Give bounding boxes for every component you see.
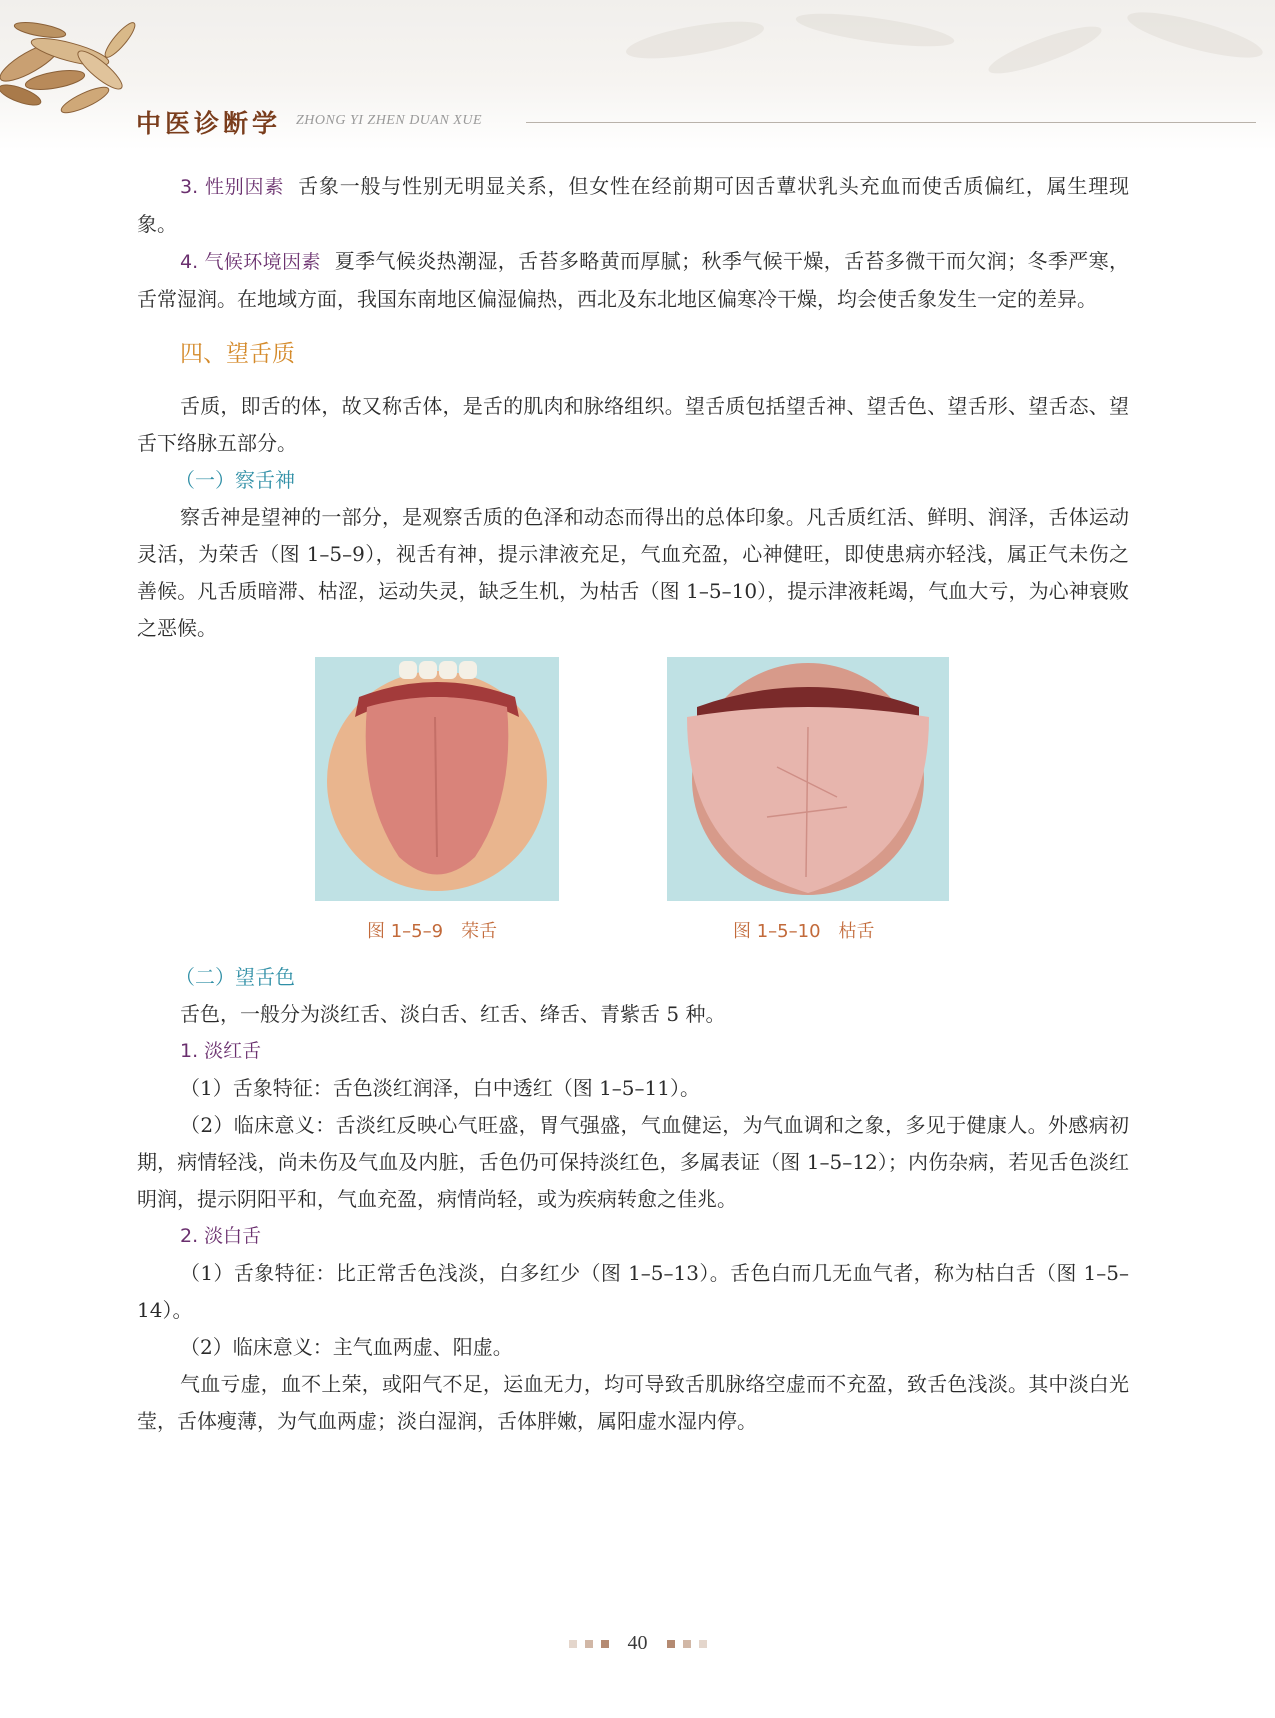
paragraph-gender [137,168,1129,243]
paragraph-tongue-spirit: 察舌神是望神的一部分，是观察舌质的色泽和动态而得出的总体印象。凡舌质红活、鲜明、润泽，舌体运动灵活，为荣舌（图 1–5–9），视舌有神，提示津液充足，气血充盈，心神健旺，即使患病亦轻浅，属正气未伤之善候。凡舌质暗滞、枯涩，运动失灵，缺乏生机，为枯舌（图 1–5–10），提示津液耗竭，气血大亏，为心神衰败之恶候。 [137,505,1129,640]
header-rule [526,122,1256,123]
footer-dot [667,1640,675,1648]
figure-caption-withered-tongue: 图 1–5–10 枯舌 [733,921,875,942]
footer-dot [569,1640,577,1648]
paragraph-tongue-quality: 舌质，即舌的体，故又称舌体，是舌的肌肉和脉络组织。望舌质包括望舌神、望舌色、望舌形、望舌态、望舌下络脉五部分。 [137,394,1129,455]
paragraph-tongue-color: 舌色，一般分为淡红舌、淡白舌、红舌、绛舌、青紫舌 5 种。 [180,1002,726,1026]
figure-caption-healthy-tongue: 图 1–5–9 荣舌 [367,921,498,942]
figure-healthy-tongue-image [315,657,559,901]
footer-dot [699,1640,707,1648]
paragraph-pale-explanation: 气血亏虚，血不上荣，或阳气不足，运血无力，均可导致舌肌脉络空虚而不充盈，致舌色浅淡。其中淡白光莹，舌体瘦薄，为气血两虚；淡白湿润，舌体胖嫩，属阳虚水湿内停。 [137,1372,1129,1433]
page-footer [0,1632,1275,1655]
paragraph-pink-features: （1）舌象特征：舌色淡红润泽，白中透红（图 1–5–11）。 [180,1076,700,1100]
subheading-tongue-spirit: （一）察舌神 [175,468,295,492]
footer-dot [683,1640,691,1648]
paragraph-climate [137,243,1129,318]
inline-heading-gender: 3. 性别因素 [180,176,285,198]
page-content [137,168,1129,1440]
herb-watermark-decoration [575,0,1275,120]
book-subtitle: ZHONG YI ZHEN DUAN XUE [296,113,483,128]
heading-pale-tongue: 2. 淡白舌 [180,1225,262,1247]
paragraph-pale-significance: （2）临床意义：主气血两虚、阳虚。 [180,1335,513,1359]
paragraph-climate-text: 夏季气候炎热潮湿，舌苔多略黄而厚腻；秋季气候干燥，舌苔多微干而欠润；冬季严寒，舌常湿润。在地域方面，我国东南地区偏湿偏热，西北及东北地区偏寒冷干燥，均会使舌象发生一定的差异。 [137,249,1130,311]
page-number: 40 [627,1632,648,1654]
subheading-tongue-color: （二）望舌色 [175,965,295,989]
footer-dot [585,1640,593,1648]
heading-pink-tongue: 1. 淡红舌 [180,1040,262,1062]
footer-dot [601,1640,609,1648]
herb-slices-decoration [0,0,150,130]
paragraph-gender-text: 舌象一般与性别无明显关系，但女性在经前期可因舌蕈状乳头充血而使舌质偏红，属生理现象。 [137,174,1130,236]
paragraph-pale-features: （1）舌象特征：比正常舌色浅淡，白多红少（图 1–5–13）。舌色白而几无血气者，称为枯白舌（图 1–5–14）。 [137,1261,1129,1322]
section-heading-tongue-quality: 四、望舌质 [180,341,295,367]
page-header [0,0,1275,150]
figure-withered-tongue-image [667,657,949,901]
book-title: 中医诊断学 [136,109,282,138]
figure-row [137,657,1129,959]
paragraph-pink-significance: （2）临床意义：舌淡红反映心气旺盛，胃气强盛，气血健运，为气血调和之象，多见于健康人。外感病初期，病情轻浅，尚未伤及气血及内脏，舌色仍可保持淡红色，多属表证（图 1–5–12）；内伤杂病，若见舌色淡红明润，提示阴阳平和，气血充盈，病情尚轻，或为疾病转愈之佳兆。 [137,1113,1129,1211]
inline-heading-climate: 4. 气候环境因素 [180,251,321,273]
